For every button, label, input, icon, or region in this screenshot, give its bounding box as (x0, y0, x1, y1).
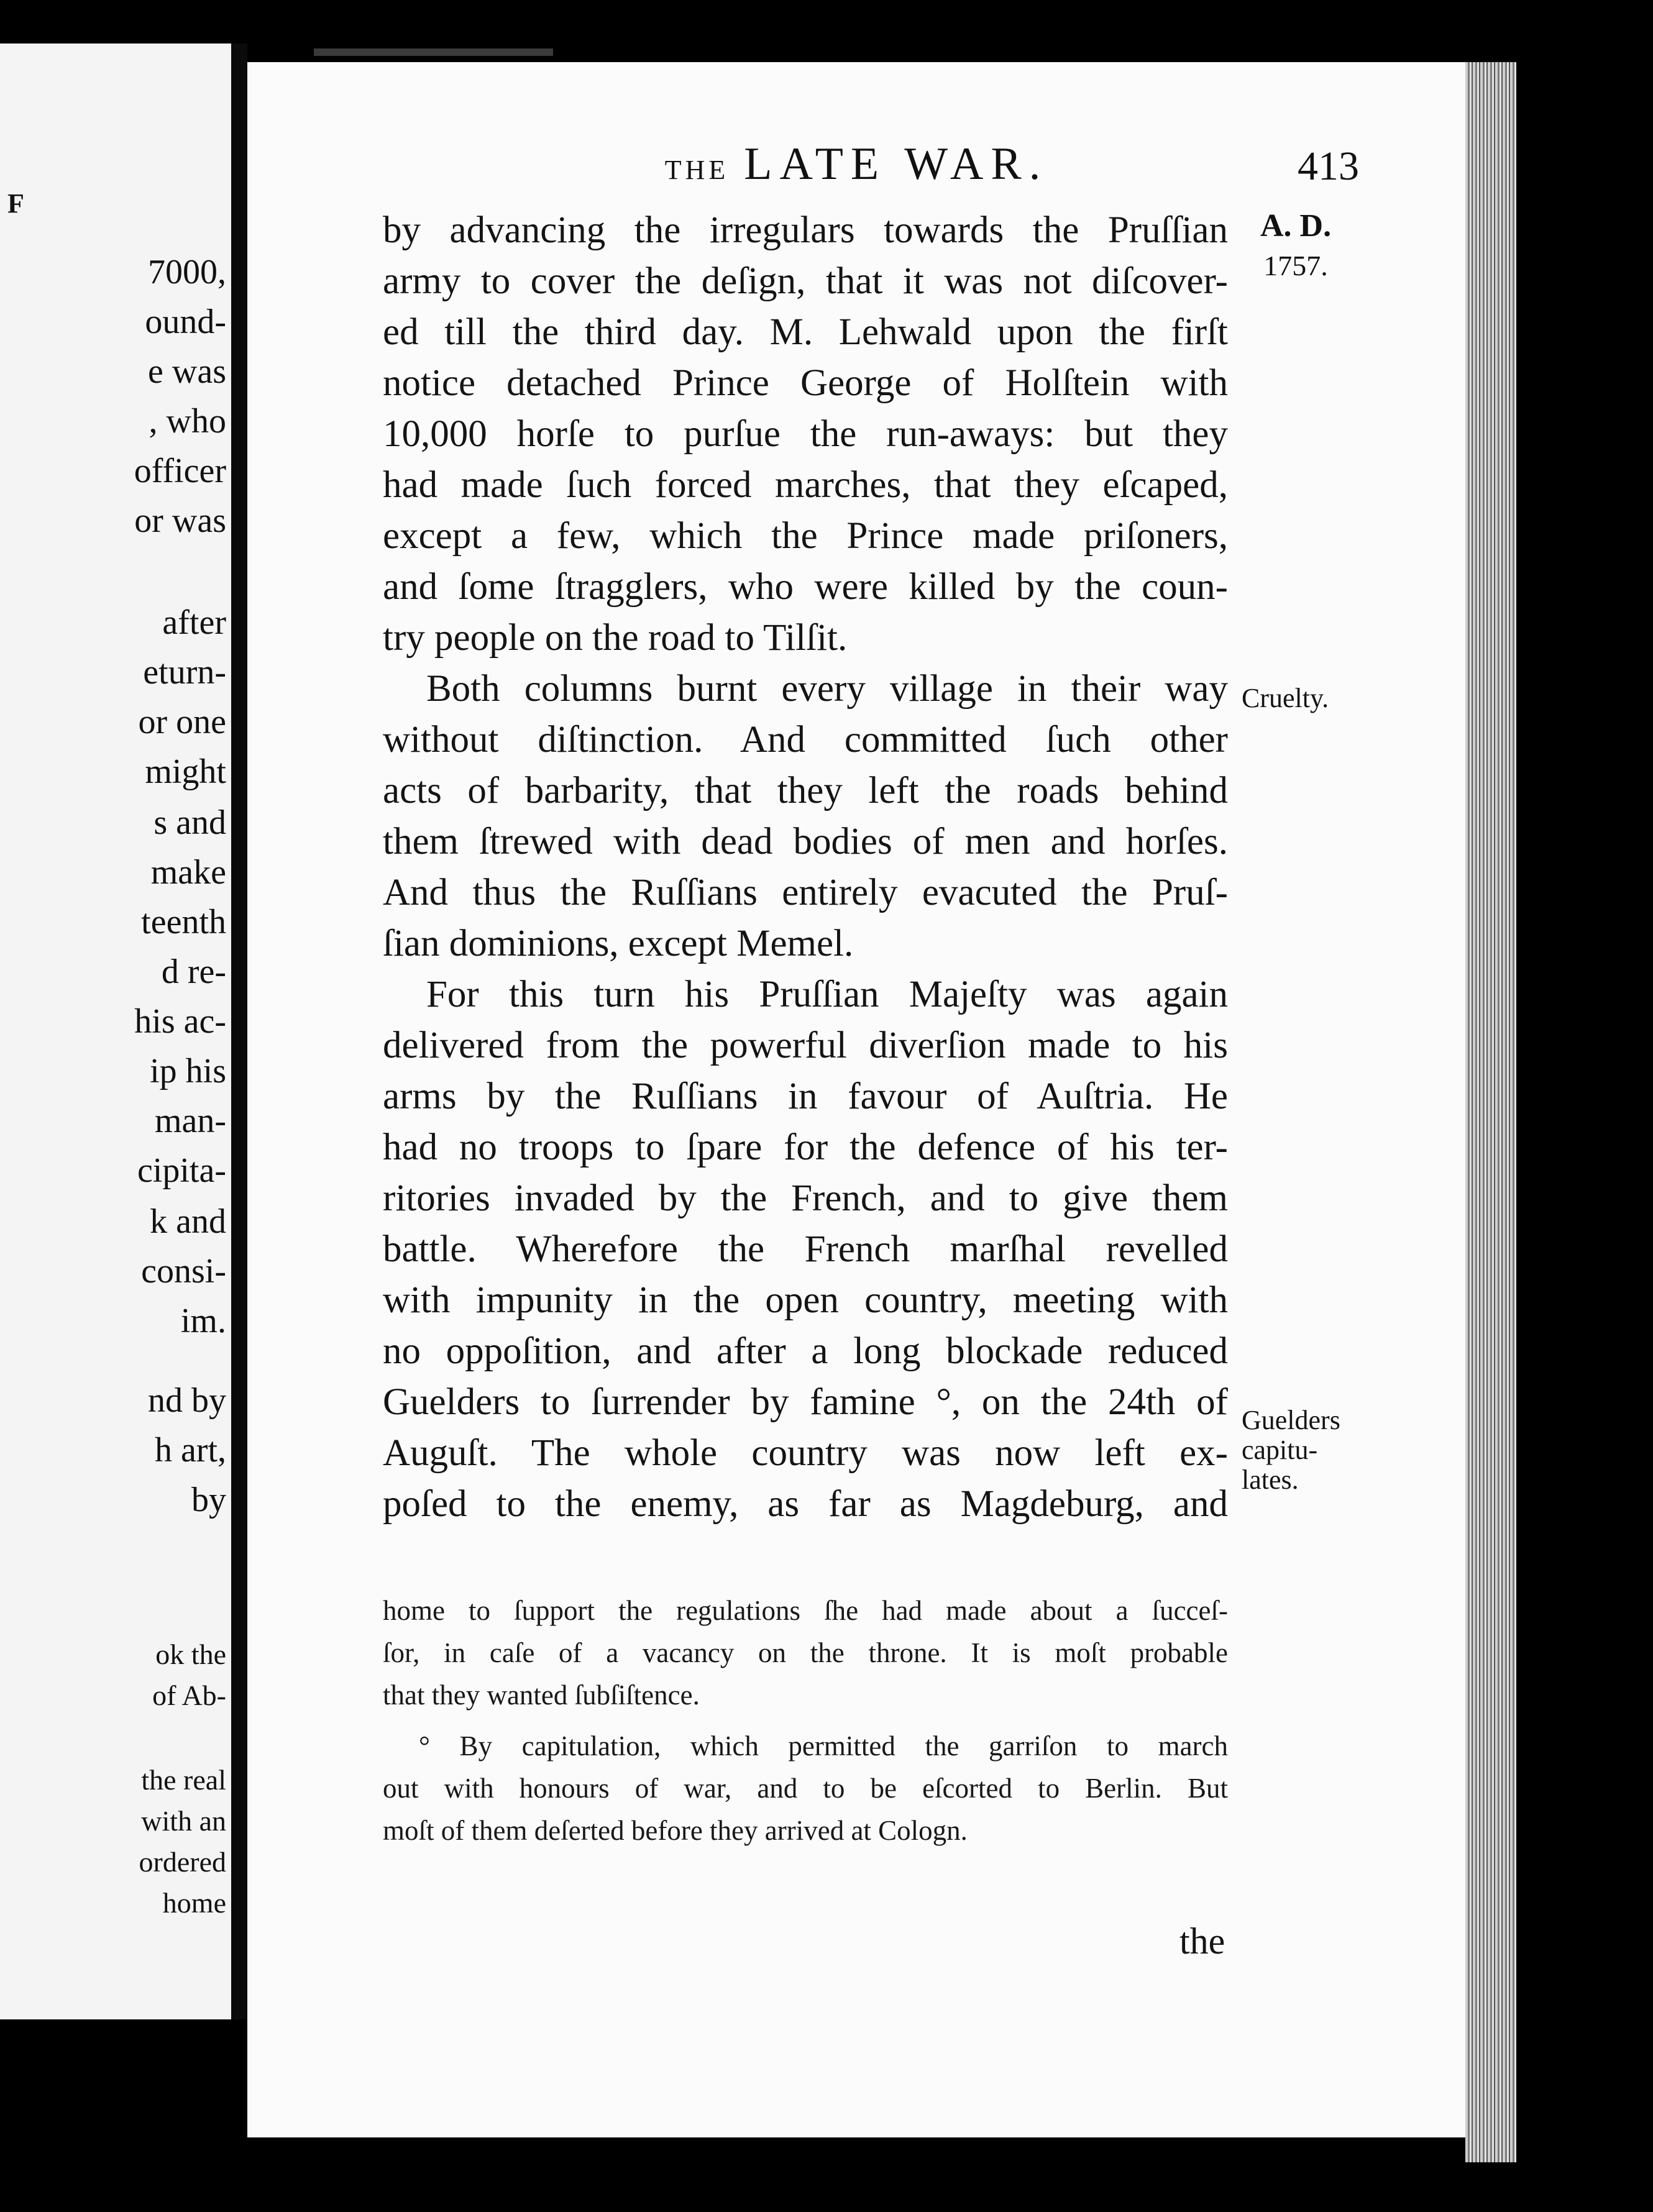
running-head (247, 138, 1465, 191)
page-edges (1465, 62, 1516, 2162)
body-line: Guelders to ſurrender by famine °, on the 24th of (383, 1381, 1228, 1423)
left-page-line: or one (138, 703, 226, 741)
body-line: For this turn his Pruſſian Majeſty was again (426, 974, 1228, 1015)
body-line: acts of barbarity, that they left the roads behind (383, 770, 1228, 811)
book-page (247, 62, 1465, 2137)
side-note-line: lates. (1242, 1465, 1299, 1495)
body-line: no oppoſition, and after a long blockade reduced (383, 1330, 1228, 1372)
left-page-note-line: the real (141, 1764, 226, 1796)
left-page-line: might (145, 752, 226, 791)
body-line: Both columns burnt every village in their way (426, 668, 1228, 710)
left-page-mark: F (7, 188, 24, 219)
left-page-line: s and (153, 803, 226, 842)
left-page-line: nd by (148, 1381, 226, 1420)
body-line: battle. Wherefore the French marſhal revelled (383, 1228, 1228, 1270)
body-line: arms by the Ruſſians in favour of Auſtria. He (383, 1076, 1228, 1117)
footnote-line: that they wanted ſubſiſtence. (383, 1680, 700, 1711)
left-page-line: make (150, 853, 226, 892)
left-page-note-line: home (162, 1887, 226, 1919)
side-note-line: Guelders (1242, 1405, 1340, 1435)
facing-page-fragment (0, 43, 231, 2019)
body-line: poſed to the enemy, as far as Magdeburg, and (383, 1483, 1228, 1525)
scan-smudge (314, 48, 553, 56)
side-note-guelders (1242, 1405, 1340, 1495)
left-page-note-line: with an (141, 1805, 226, 1837)
footnote-line: home to ſupport the regulations ſhe had made about a ſucceſ- (383, 1595, 1228, 1626)
margin-era: A. D. (1260, 208, 1332, 244)
left-page-line: man- (154, 1102, 226, 1140)
side-note-line: capitu- (1242, 1435, 1318, 1465)
running-head-prefix: THE (664, 155, 730, 185)
body-line: try people on the road to Tilſit. (383, 617, 848, 659)
body-line: with impunity in the open country, meeting with (383, 1279, 1228, 1321)
running-head-title: LATE WAR. (744, 139, 1048, 190)
body-line: had no troops to ſpare for the defence of his ter- (383, 1127, 1228, 1168)
body-line: army to cover the deſign, that it was not diſcover- (383, 260, 1228, 302)
body-line: 10,000 horſe to purſue the run-aways: but they (383, 413, 1228, 455)
body-line: without diſtinction. And committed ſuch other (383, 719, 1228, 761)
left-page-line: d re- (161, 953, 226, 991)
margin-date (1260, 206, 1331, 286)
body-line: by advancing the irregulars towards the Pruſſian (383, 209, 1228, 251)
body-line: them ſtrewed with dead bodies of men and horſes. (383, 821, 1228, 862)
book-gutter (231, 43, 247, 2019)
page-number: 413 (1298, 144, 1359, 189)
body-line: ritories invaded by the French, and to give them (383, 1177, 1228, 1219)
body-line: except a few, which the Prince made priſoners, (383, 515, 1228, 557)
left-page-note-line: ordered (139, 1846, 226, 1878)
side-note-cruelty: Cruelty. (1242, 683, 1329, 713)
left-page-line: e was (148, 352, 226, 391)
left-page-line: after (162, 603, 226, 642)
left-page-line: 7000, (148, 253, 226, 291)
left-page-line: k and (150, 1202, 226, 1241)
left-page-note-line: of Ab- (152, 1680, 226, 1711)
margin-year: 1757. (1263, 250, 1328, 281)
footnote-line: moſt of them deſerted before they arrived at Cologn. (383, 1815, 968, 1846)
left-page-line: ound- (145, 303, 226, 341)
left-page-line: his ac- (134, 1002, 226, 1041)
footnote-line: out with honours of war, and to be eſcorted to Berlin. But (383, 1773, 1228, 1804)
body-line: And thus the Ruſſians entirely evacuted the Pruſ- (383, 872, 1228, 913)
body-line: and ſome ſtragglers, who were killed by the coun- (383, 566, 1228, 608)
left-page-line: cipita- (137, 1151, 226, 1190)
left-page-line: by (191, 1481, 226, 1519)
left-page-note-line: ok the (155, 1638, 226, 1670)
left-page-line: teenth (141, 903, 226, 941)
body-line: notice detached Prince George of Holſtein with (383, 362, 1228, 404)
left-page-line: im. (180, 1302, 226, 1340)
footnote-line: ° By capitulation, which permitted the garriſon to march (419, 1730, 1228, 1762)
catchword: the (1179, 1921, 1225, 1962)
body-line: had made ſuch forced marches, that they eſcaped, (383, 464, 1228, 506)
left-page-line: eturn- (143, 653, 226, 692)
body-line: delivered from the powerful diverſion made to his (383, 1025, 1228, 1066)
left-page-line: or was (134, 501, 226, 540)
left-page-line: h art, (154, 1431, 226, 1469)
left-page-line: ip his (150, 1052, 226, 1090)
body-line: Auguſt. The whole country was now left ex- (383, 1432, 1228, 1474)
body-line: ſian dominions, except Memel. (383, 923, 854, 964)
footnote-line: ſor, in caſe of a vacancy on the throne. It is moſt probable (383, 1637, 1228, 1668)
body-line: ed till the third day. M. Lehwald upon the firſt (383, 311, 1228, 353)
left-page-line: consi- (141, 1252, 226, 1291)
left-page-line: , who (149, 402, 226, 441)
left-page-line: officer (134, 452, 226, 490)
